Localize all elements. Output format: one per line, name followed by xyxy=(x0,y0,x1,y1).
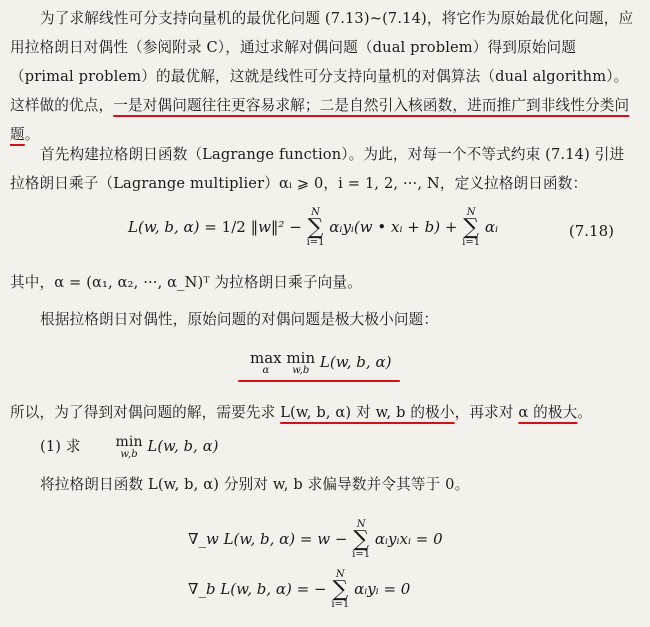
text: ，再求对 xyxy=(454,404,519,421)
eq-term1: αᵢyᵢ(w • xᵢ + b) + xyxy=(329,218,458,236)
step-body: L(w, b, α) xyxy=(147,438,219,455)
eq-term2: αᵢ xyxy=(484,218,499,236)
equation-max-min xyxy=(250,350,391,376)
paragraph-end: 。 xyxy=(24,126,40,143)
equation-number: (7.18) xyxy=(568,222,614,240)
step-label: (1) 求 xyxy=(40,438,81,455)
min-operator: min w,b xyxy=(115,433,143,460)
paragraph-dual-intro xyxy=(10,4,638,149)
red-underline-maxmin xyxy=(238,380,400,382)
highlighted-advantages: 一是对偶问题往往更容易求解；二是自然引入核函数，进而推广到非线性分类问题 xyxy=(10,97,630,143)
equation-7-18 xyxy=(128,208,498,248)
text: 。 xyxy=(577,404,593,421)
max-operator: max α xyxy=(250,349,282,376)
equation-grad-w xyxy=(188,520,443,560)
eq-half: 1/2 xyxy=(221,218,246,236)
paragraph-solution-order xyxy=(10,398,638,427)
eq-lhs: ∇_b L(w, b, α) = − xyxy=(188,580,327,598)
eq-rhs: αᵢyᵢxᵢ = 0 xyxy=(374,530,443,548)
paragraph-dual-problem: 根据拉格朗日对偶性，原始问题的对偶问题是极大极小问题： xyxy=(40,311,439,328)
highlight-min-wb: L(w, b, α) 对 w, b 的极小 xyxy=(280,404,455,421)
paragraph-partial-derivatives: 将拉格朗日函数 L(w, b, α) 分别对 w, b 求偏导数并令其等于 0。 xyxy=(40,476,470,493)
paragraph-multiplier-vector: 其中，α = (α₁, α₂, ···, α_N)ᵀ 为拉格朗日乘子向量。 xyxy=(10,274,362,291)
summation-symbol: N ∑ i=1 xyxy=(462,207,481,248)
eq-lhs: ∇_w L(w, b, α) = w − xyxy=(188,530,348,548)
eq-rhs: αᵢyᵢ = 0 xyxy=(354,580,411,598)
eq-lhs: L(w, b, α) = xyxy=(128,218,217,236)
paragraph-lagrange-intro: 首先构建拉格朗日函数（Lagrange function）。为此，对每一个不等式约束 (7.14) 引进拉格朗日乘子（Lagrange multiplier）αᵢ ⩾ 0，i = 1, 2, ···, N，定义拉格朗日函数： xyxy=(10,146,625,192)
step-1-heading xyxy=(10,432,638,461)
equation-grad-b xyxy=(188,570,410,610)
text: 所以，为了得到对偶问题的解，需要先求 xyxy=(10,404,281,421)
max-min-body: L(w, b, α) xyxy=(319,353,392,371)
summation-symbol: N ∑ i=1 xyxy=(306,207,325,248)
eq-norm: ‖w‖² − xyxy=(250,218,302,236)
paragraph-text: 为了求解线性可分支持向量机的最优化问题 (7.13)~(7.14)，将它作为原始最优化问题，应用拉格朗日对偶性（参阅附录 C），通过求解对偶问题（dual problem）得到原始问题（primal problem）的最优解，这就是线性可分支持向量机的对偶算法（dual algorithm）。这样做的优点， xyxy=(10,10,634,114)
min-operator: min w,b xyxy=(286,349,316,376)
summation-symbol: N ∑ i=1 xyxy=(352,519,371,560)
summation-symbol: N ∑ i=1 xyxy=(331,569,350,610)
highlight-max-alpha: α 的极大 xyxy=(518,404,578,421)
